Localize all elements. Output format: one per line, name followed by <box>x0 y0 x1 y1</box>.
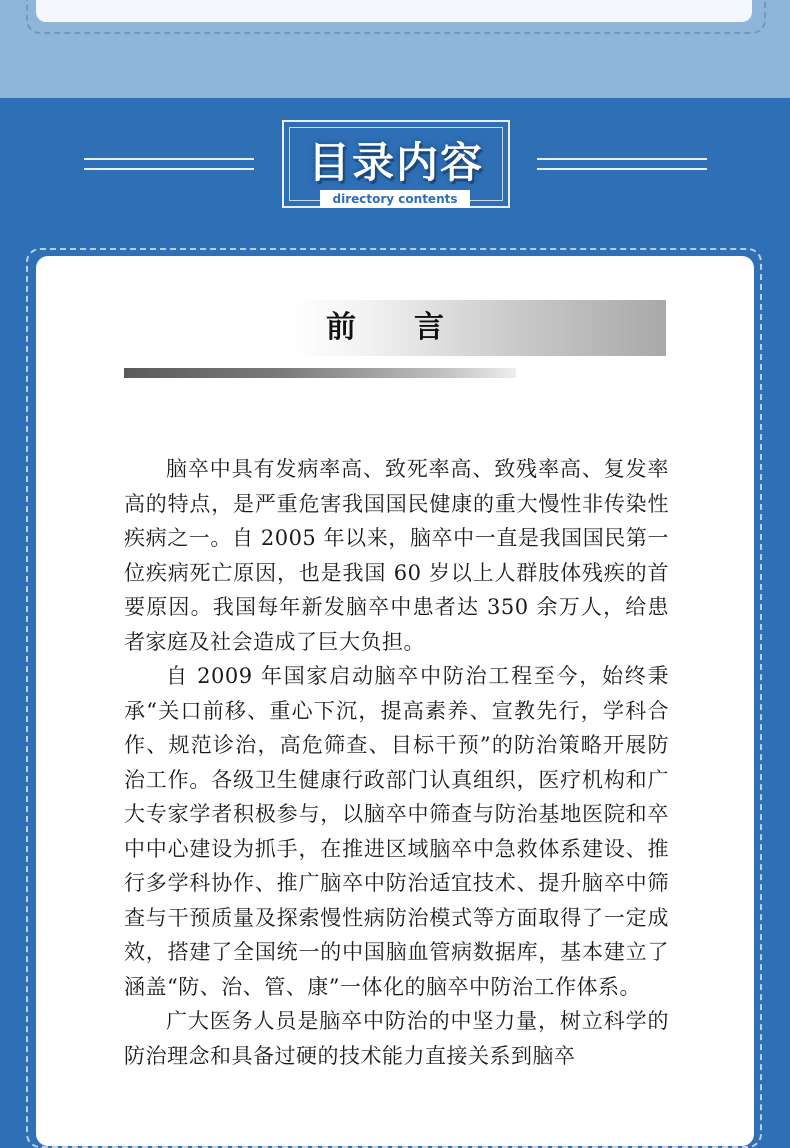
preface-body <box>124 452 669 1073</box>
paragraph: 广大医务人员是脑卒中防治的中坚力量，树立科学的防治理念和具备过硬的技术能力直接关系到脑卒 <box>124 1009 669 1068</box>
preface-title: 前言 <box>326 310 502 345</box>
paragraph: 脑卒中具有发病率高、致死率高、致残率高、复发率高的特点，是严重危害我国国民健康的重大慢性非传染性疾病之一。自 2005 年以来，脑卒中一直是我国国民第一位疾病死亡原因，也是我国 60 岁以上人群肢体残疾的首要原因。我国每年新发脑卒中患者达 350 余万人，给患者家庭及社会造成了巨大负担。 <box>124 457 669 654</box>
preface-rule <box>124 368 516 378</box>
top-card <box>36 0 752 22</box>
section-title: 目录内容 <box>307 138 484 187</box>
heading-line-right <box>537 158 707 170</box>
paragraph: 自 2009 年国家启动脑卒中防治工程至今，始终秉承“关口前移、重心下沉，提高素养、宣教先行，学科合作、规范诊治，高危筛查、目标干预”的防治策略开展防治工作。各级卫生健康行政部门认真组织，医疗机构和广大专家学者积极参与，以脑卒中筛查与防治基地医院和卒中中心建设为抓手，在推进区域脑卒中急救体系建设、推行多学科协作、推广脑卒中防治适宜技术、提升脑卒中筛查与干预质量及探索慢性病防治模式等方面取得了一定成效，搭建了全国统一的中国脑血管病数据库，基本建立了涵盖“防、治、管、康”一体化的脑卒中防治工作体系。 <box>124 664 669 999</box>
section-subtitle: directory contents <box>320 190 470 208</box>
heading-line-left <box>84 158 254 170</box>
